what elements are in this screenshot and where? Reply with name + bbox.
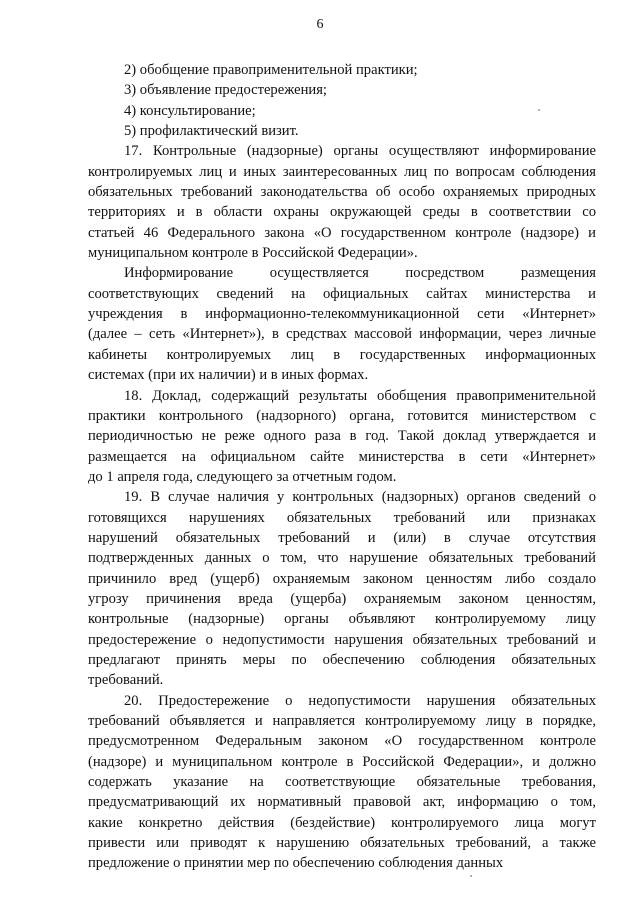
paragraph-line: подтвержденных данных о том, что нарушение обязательных требований [88,550,596,567]
paragraph-line: какие конкретно действия (бездействие) контролируемого лица могут [88,814,596,831]
paragraph-line: системах (при их наличии) и в иных формах. [88,367,369,384]
document-body [88,60,596,874]
paragraph-line: контролируемых лиц и иных заинтересованных лиц по вопросам соблюдения [88,163,596,180]
paragraph-line: причинило вред (ущерб) охраняемым законом ценностям либо создало [88,570,596,587]
page-number: 6 [316,17,324,32]
paragraph-line: обязательных требований законодательства об особо охраняемых природных [88,184,596,201]
paragraph [88,487,596,690]
paragraph-line: 18. Доклад, содержащий результаты обобщения правоприменительной [124,387,596,404]
list-item: 4) консультирование; [124,102,256,119]
paragraph-line: до 1 апреля года, следующего за отчетным годом. [88,468,397,485]
paragraph-line: 19. В случае наличия у контрольных (надзорных) органов сведений о [124,489,596,506]
paragraph-line: практики контрольного (надзорного) органа, готовится министерством с [88,407,596,424]
paragraph-line: требований. [88,672,164,689]
paragraph-line: предостережение о недопустимости нарушения обязательных требований и [88,631,596,648]
paragraph-line: территориях и в области охраны окружающей среды в соответствии со [88,204,596,221]
paragraphs [88,141,596,873]
paragraph-line: требований объявляется и направляется контролируемому лицу в порядке, [88,713,596,729]
paragraph-line: кабинеты контролируемых лиц в государственных информационных [88,346,596,363]
paragraph [88,691,596,874]
paragraph-line: 17. Контрольные (надзорные) органы осуществляют информирование [124,143,596,160]
paragraph-line: Информирование осуществляется посредством размещения [124,265,596,282]
paragraph-line: предлагают принять меры по обеспечению соблюдения обязательных [88,651,596,668]
paragraph-line: (далее – сеть «Интернет»), в средствах массовой информации, через личные [88,326,596,343]
paragraph-line: готовящихся нарушениях обязательных требований или признаках [88,509,596,526]
paragraph-line: контрольные (надзорные) органы объявляют контролируемому лицу [88,611,596,628]
paragraph-line: (надзоре) и муниципальном контроле в Российской Федерации», и должно [88,753,596,770]
paragraph-line: учреждения в информационно-телекоммуникационной сети «Интернет» [88,306,596,323]
paragraph [88,141,596,263]
scan-speck [470,875,472,877]
paragraph-line: статьей 46 Федерального закона «О государственном контроле (надзоре) и [88,224,596,241]
paragraph-line: периодичностью не реже одного раза в год. Такой доклад утверждается и [88,428,596,445]
list-item: 2) обобщение правоприменительной практики; [124,62,418,78]
paragraph-line: размещается на официальном сайте министерства в сети «Интернет» [88,448,596,465]
paragraph-line: предусмотренном Федеральным законом «О государственном контроле [88,733,596,750]
paragraph-line: 20. Предостережение о недопустимости нарушения обязательных [124,692,596,709]
paragraph-line: содержать указание на соответствующие обязательные требования, [88,774,596,791]
paragraph-line: соответствующих сведений на официальных сайтах министерства и [88,285,596,302]
paragraph [88,386,596,488]
paragraph-line: предложение о принятии мер по обеспечению соблюдения данных [88,855,504,872]
paragraph-line: предусматривающий их нормативный правовой акт, информацию о том, [88,794,596,811]
list-item: 3) объявление предостережения; [124,82,327,99]
paragraph-line: угрозу причинения вреда (ущерба) охраняемым законом ценностям, [88,590,596,607]
scan-speck [538,109,540,111]
paragraph-line: привести или приводят к нарушению обязательных требований, а также [88,835,596,852]
paragraph [88,263,596,385]
paragraph-line: нарушений обязательных требований и (или) в случае отсутствия [88,529,596,546]
paragraph-line: муниципальном контроле в Российской Федерации». [88,245,418,262]
list-item: 5) профилактический визит. [124,123,299,140]
measures-list [88,60,596,141]
